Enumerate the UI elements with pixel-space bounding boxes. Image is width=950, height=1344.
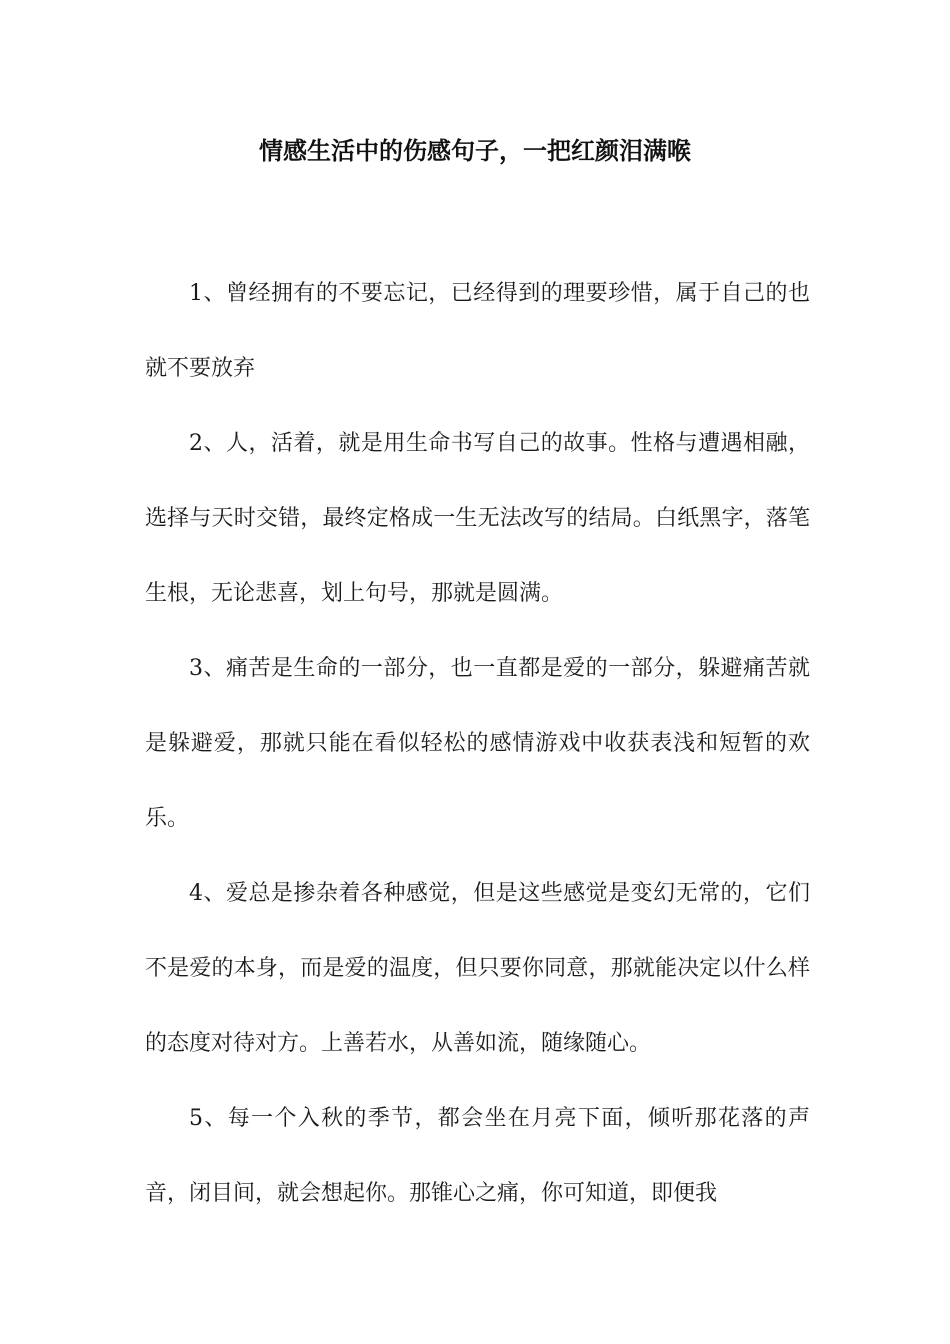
paragraph-5: 5、每一个入秋的季节，都会坐在月亮下面，倾听那花落的声音，闭目间，就会想起你。那锥心之痛，你可知道，即便我 [145, 1106, 810, 1206]
paragraph-4: 4、爱总是掺杂着各种感觉，但是这些感觉是变幻无常的，它们不是爱的本身，而是爱的温度，但只要你同意，那就能决定以什么样的态度对待对方。上善若水，从善如流，随缘随心。 [145, 881, 810, 1056]
paragraph-2: 2、人，活着，就是用生命书写自己的故事。性格与遭遇相融，选择与天时交错，最终定格成一生无法改写的结局。白纸黑字，落笔生根，无论悲喜，划上句号，那就是圆满。 [145, 431, 810, 606]
paragraph-3: 3、痛苦是生命的一部分，也一直都是爱的一部分，躲避痛苦就是躲避爱，那就只能在看似轻松的感情游戏中收获表浅和短暂的欢乐。 [145, 656, 810, 831]
page-title: 情感生活中的伤感句子，一把红颜泪满喉 [259, 137, 691, 165]
document-body [145, 256, 810, 1231]
paragraph-1: 1、曾经拥有的不要忘记，已经得到的理要珍惜，属于自己的也就不要放弃 [145, 281, 810, 381]
